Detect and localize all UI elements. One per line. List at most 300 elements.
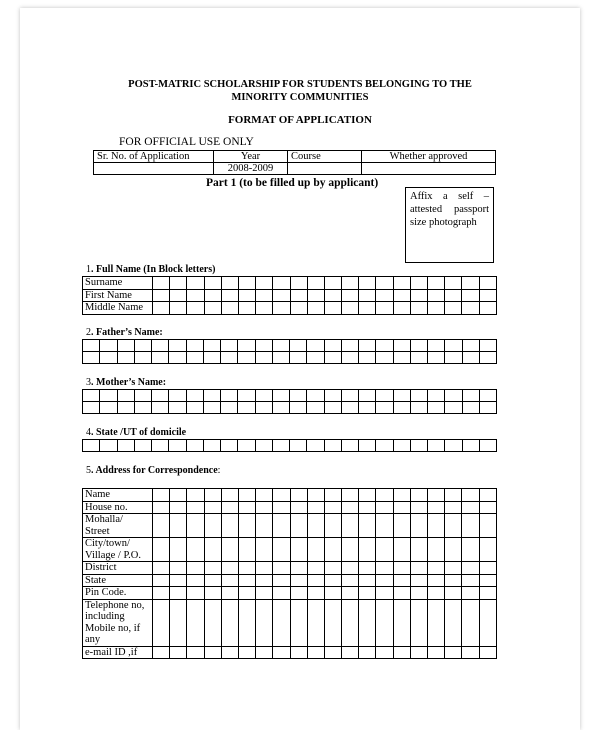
char-box[interactable] — [342, 562, 359, 575]
char-box[interactable] — [428, 646, 445, 659]
char-box[interactable] — [221, 352, 238, 364]
char-box[interactable] — [428, 340, 445, 352]
char-box[interactable] — [462, 340, 479, 352]
char-box[interactable] — [134, 352, 151, 364]
char-box[interactable] — [204, 646, 221, 659]
char-box[interactable] — [479, 302, 496, 315]
char-box[interactable] — [221, 562, 238, 575]
char-box[interactable] — [341, 440, 358, 452]
char-box[interactable] — [153, 538, 170, 562]
char-box[interactable] — [307, 514, 324, 538]
char-box[interactable] — [462, 587, 479, 600]
char-box[interactable] — [479, 277, 496, 290]
char-box[interactable] — [273, 489, 290, 502]
char-box[interactable] — [273, 587, 290, 600]
char-box[interactable] — [376, 574, 393, 587]
char-box[interactable] — [428, 352, 445, 364]
char-box[interactable] — [187, 574, 204, 587]
char-box[interactable] — [324, 489, 341, 502]
char-box[interactable] — [255, 340, 272, 352]
char-box[interactable] — [324, 402, 341, 414]
char-box[interactable] — [410, 514, 427, 538]
char-box[interactable] — [479, 587, 496, 600]
char-box[interactable] — [341, 352, 358, 364]
char-box[interactable] — [376, 599, 393, 646]
char-box[interactable] — [203, 352, 220, 364]
char-box[interactable] — [221, 646, 238, 659]
char-box[interactable] — [462, 489, 479, 502]
char-box[interactable] — [238, 538, 255, 562]
char-box[interactable] — [462, 277, 479, 290]
char-box[interactable] — [342, 489, 359, 502]
char-box[interactable] — [445, 277, 462, 290]
char-box[interactable] — [290, 440, 307, 452]
char-box[interactable] — [445, 587, 462, 600]
char-box[interactable] — [324, 574, 341, 587]
char-box[interactable] — [376, 302, 393, 315]
char-box[interactable] — [153, 646, 170, 659]
char-box[interactable] — [307, 289, 324, 302]
char-box[interactable] — [342, 538, 359, 562]
char-box[interactable] — [100, 352, 117, 364]
char-box[interactable] — [376, 538, 393, 562]
char-box[interactable] — [256, 501, 273, 514]
char-box[interactable] — [170, 599, 187, 646]
char-box[interactable] — [272, 390, 289, 402]
char-box[interactable] — [153, 599, 170, 646]
char-box[interactable] — [393, 390, 410, 402]
char-box[interactable] — [479, 340, 496, 352]
char-box[interactable] — [324, 646, 341, 659]
char-box[interactable] — [255, 352, 272, 364]
char-box[interactable] — [462, 574, 479, 587]
char-box[interactable] — [342, 599, 359, 646]
char-box[interactable] — [428, 390, 445, 402]
char-box[interactable] — [359, 538, 376, 562]
char-box[interactable] — [462, 599, 479, 646]
char-box[interactable] — [256, 277, 273, 290]
char-box[interactable] — [170, 501, 187, 514]
char-box[interactable] — [393, 599, 410, 646]
char-box[interactable] — [290, 352, 307, 364]
char-box[interactable] — [204, 501, 221, 514]
char-box[interactable] — [410, 574, 427, 587]
char-box[interactable] — [359, 501, 376, 514]
char-box[interactable] — [445, 599, 462, 646]
char-box[interactable] — [359, 587, 376, 600]
char-box[interactable] — [410, 562, 427, 575]
char-box[interactable] — [359, 646, 376, 659]
char-box[interactable] — [221, 501, 238, 514]
char-box[interactable] — [342, 501, 359, 514]
char-box[interactable] — [187, 277, 204, 290]
char-box[interactable] — [462, 562, 479, 575]
char-box[interactable] — [428, 289, 445, 302]
char-box[interactable] — [479, 352, 496, 364]
char-box[interactable] — [479, 501, 496, 514]
char-box[interactable] — [204, 514, 221, 538]
char-box[interactable] — [255, 402, 272, 414]
char-box[interactable] — [134, 390, 151, 402]
char-box[interactable] — [376, 277, 393, 290]
char-box[interactable] — [410, 302, 427, 315]
char-box[interactable] — [290, 646, 307, 659]
char-box[interactable] — [342, 646, 359, 659]
char-box[interactable] — [221, 402, 238, 414]
char-box[interactable] — [462, 352, 479, 364]
char-box[interactable] — [153, 489, 170, 502]
char-box[interactable] — [256, 646, 273, 659]
char-box[interactable] — [342, 574, 359, 587]
char-box[interactable] — [238, 440, 255, 452]
char-box[interactable] — [153, 501, 170, 514]
char-box[interactable] — [256, 302, 273, 315]
char-box[interactable] — [479, 514, 496, 538]
char-box[interactable] — [204, 302, 221, 315]
char-box[interactable] — [256, 514, 273, 538]
char-box[interactable] — [445, 352, 462, 364]
char-box[interactable] — [410, 390, 427, 402]
char-box[interactable] — [203, 390, 220, 402]
char-box[interactable] — [134, 440, 151, 452]
char-box[interactable] — [393, 587, 410, 600]
char-box[interactable] — [117, 440, 134, 452]
char-box[interactable] — [238, 562, 255, 575]
char-box[interactable] — [153, 514, 170, 538]
char-box[interactable] — [152, 352, 169, 364]
char-box[interactable] — [376, 514, 393, 538]
char-box[interactable] — [169, 402, 186, 414]
char-box[interactable] — [187, 599, 204, 646]
char-box[interactable] — [290, 514, 307, 538]
char-box[interactable] — [100, 440, 117, 452]
char-box[interactable] — [117, 352, 134, 364]
char-box[interactable] — [187, 538, 204, 562]
char-box[interactable] — [307, 646, 324, 659]
char-box[interactable] — [204, 599, 221, 646]
char-box[interactable] — [445, 646, 462, 659]
char-box[interactable] — [307, 402, 324, 414]
char-box[interactable] — [238, 390, 255, 402]
char-box[interactable] — [479, 599, 496, 646]
char-box[interactable] — [307, 277, 324, 290]
char-box[interactable] — [204, 587, 221, 600]
char-box[interactable] — [359, 302, 376, 315]
char-box[interactable] — [462, 501, 479, 514]
char-box[interactable] — [170, 302, 187, 315]
char-box[interactable] — [324, 501, 341, 514]
char-box[interactable] — [290, 289, 307, 302]
char-box[interactable] — [117, 390, 134, 402]
char-box[interactable] — [307, 489, 324, 502]
char-box[interactable] — [428, 302, 445, 315]
char-box[interactable] — [152, 402, 169, 414]
char-box[interactable] — [359, 599, 376, 646]
char-box[interactable] — [307, 302, 324, 315]
char-box[interactable] — [307, 599, 324, 646]
char-box[interactable] — [221, 340, 238, 352]
char-box[interactable] — [428, 599, 445, 646]
char-box[interactable] — [238, 501, 255, 514]
char-box[interactable] — [272, 340, 289, 352]
char-box[interactable] — [221, 587, 238, 600]
char-box[interactable] — [170, 289, 187, 302]
char-box[interactable] — [238, 402, 255, 414]
char-box[interactable] — [376, 390, 393, 402]
char-box[interactable] — [342, 514, 359, 538]
char-box[interactable] — [83, 352, 100, 364]
char-box[interactable] — [290, 574, 307, 587]
char-box[interactable] — [256, 289, 273, 302]
char-box[interactable] — [376, 587, 393, 600]
char-box[interactable] — [134, 402, 151, 414]
char-box[interactable] — [393, 646, 410, 659]
char-box[interactable] — [169, 340, 186, 352]
char-box[interactable] — [186, 440, 203, 452]
char-box[interactable] — [359, 352, 376, 364]
char-box[interactable] — [83, 402, 100, 414]
char-box[interactable] — [221, 599, 238, 646]
char-box[interactable] — [238, 302, 255, 315]
char-box[interactable] — [376, 440, 393, 452]
char-box[interactable] — [324, 340, 341, 352]
char-box[interactable] — [290, 340, 307, 352]
char-box[interactable] — [272, 440, 289, 452]
char-box[interactable] — [428, 440, 445, 452]
char-box[interactable] — [238, 599, 255, 646]
char-box[interactable] — [170, 538, 187, 562]
char-box[interactable] — [256, 562, 273, 575]
char-box[interactable] — [359, 340, 376, 352]
char-box[interactable] — [117, 340, 134, 352]
char-box[interactable] — [204, 289, 221, 302]
char-box[interactable] — [152, 340, 169, 352]
char-box[interactable] — [462, 440, 479, 452]
char-box[interactable] — [273, 538, 290, 562]
char-box[interactable] — [273, 646, 290, 659]
char-box[interactable] — [324, 538, 341, 562]
course-cell[interactable] — [288, 163, 362, 175]
char-box[interactable] — [100, 402, 117, 414]
char-box[interactable] — [462, 289, 479, 302]
char-box[interactable] — [221, 289, 238, 302]
char-box[interactable] — [410, 277, 427, 290]
char-box[interactable] — [273, 501, 290, 514]
char-box[interactable] — [410, 646, 427, 659]
char-box[interactable] — [255, 440, 272, 452]
char-box[interactable] — [221, 302, 238, 315]
char-box[interactable] — [393, 440, 410, 452]
char-box[interactable] — [290, 277, 307, 290]
char-box[interactable] — [393, 352, 410, 364]
char-box[interactable] — [479, 489, 496, 502]
char-box[interactable] — [170, 574, 187, 587]
char-box[interactable] — [342, 302, 359, 315]
char-box[interactable] — [393, 289, 410, 302]
char-box[interactable] — [359, 562, 376, 575]
char-box[interactable] — [462, 646, 479, 659]
char-box[interactable] — [428, 501, 445, 514]
char-box[interactable] — [393, 277, 410, 290]
char-box[interactable] — [187, 646, 204, 659]
char-box[interactable] — [169, 352, 186, 364]
char-box[interactable] — [170, 587, 187, 600]
char-box[interactable] — [100, 340, 117, 352]
char-box[interactable] — [428, 514, 445, 538]
char-box[interactable] — [186, 352, 203, 364]
char-box[interactable] — [204, 538, 221, 562]
char-box[interactable] — [307, 390, 324, 402]
char-box[interactable] — [290, 562, 307, 575]
char-box[interactable] — [221, 489, 238, 502]
char-box[interactable] — [170, 646, 187, 659]
char-box[interactable] — [238, 352, 255, 364]
char-box[interactable] — [324, 514, 341, 538]
char-box[interactable] — [170, 489, 187, 502]
char-box[interactable] — [153, 289, 170, 302]
char-box[interactable] — [445, 302, 462, 315]
char-box[interactable] — [272, 402, 289, 414]
char-box[interactable] — [359, 390, 376, 402]
char-box[interactable] — [273, 562, 290, 575]
char-box[interactable] — [290, 587, 307, 600]
char-box[interactable] — [410, 587, 427, 600]
char-box[interactable] — [393, 574, 410, 587]
char-box[interactable] — [186, 340, 203, 352]
char-box[interactable] — [376, 489, 393, 502]
char-box[interactable] — [187, 489, 204, 502]
char-box[interactable] — [341, 340, 358, 352]
char-box[interactable] — [410, 489, 427, 502]
char-box[interactable] — [187, 289, 204, 302]
char-box[interactable] — [479, 390, 496, 402]
char-box[interactable] — [187, 587, 204, 600]
char-box[interactable] — [100, 390, 117, 402]
char-box[interactable] — [341, 390, 358, 402]
char-box[interactable] — [462, 302, 479, 315]
char-box[interactable] — [272, 352, 289, 364]
char-box[interactable] — [359, 489, 376, 502]
char-box[interactable] — [290, 599, 307, 646]
char-box[interactable] — [410, 340, 427, 352]
char-box[interactable] — [238, 587, 255, 600]
char-box[interactable] — [273, 574, 290, 587]
char-box[interactable] — [83, 440, 100, 452]
char-box[interactable] — [255, 390, 272, 402]
char-box[interactable] — [153, 574, 170, 587]
char-box[interactable] — [83, 390, 100, 402]
char-box[interactable] — [153, 562, 170, 575]
char-box[interactable] — [479, 402, 496, 414]
char-box[interactable] — [153, 302, 170, 315]
char-box[interactable] — [479, 646, 496, 659]
char-box[interactable] — [204, 562, 221, 575]
char-box[interactable] — [238, 277, 255, 290]
char-box[interactable] — [170, 277, 187, 290]
char-box[interactable] — [410, 402, 427, 414]
char-box[interactable] — [428, 587, 445, 600]
char-box[interactable] — [187, 501, 204, 514]
char-box[interactable] — [428, 277, 445, 290]
char-box[interactable] — [359, 574, 376, 587]
char-box[interactable] — [307, 538, 324, 562]
char-box[interactable] — [445, 574, 462, 587]
char-box[interactable] — [273, 302, 290, 315]
char-box[interactable] — [186, 402, 203, 414]
char-box[interactable] — [359, 440, 376, 452]
char-box[interactable] — [393, 402, 410, 414]
char-box[interactable] — [445, 514, 462, 538]
char-box[interactable] — [273, 277, 290, 290]
char-box[interactable] — [376, 340, 393, 352]
char-box[interactable] — [410, 599, 427, 646]
char-box[interactable] — [324, 277, 341, 290]
char-box[interactable] — [290, 390, 307, 402]
char-box[interactable] — [428, 574, 445, 587]
char-box[interactable] — [187, 302, 204, 315]
char-box[interactable] — [462, 538, 479, 562]
char-box[interactable] — [290, 501, 307, 514]
char-box[interactable] — [307, 562, 324, 575]
char-box[interactable] — [238, 514, 255, 538]
char-box[interactable] — [221, 514, 238, 538]
char-box[interactable] — [393, 538, 410, 562]
char-box[interactable] — [186, 390, 203, 402]
char-box[interactable] — [428, 562, 445, 575]
char-box[interactable] — [307, 574, 324, 587]
char-box[interactable] — [256, 599, 273, 646]
char-box[interactable] — [238, 489, 255, 502]
char-box[interactable] — [221, 538, 238, 562]
char-box[interactable] — [376, 562, 393, 575]
char-box[interactable] — [445, 501, 462, 514]
char-box[interactable] — [462, 402, 479, 414]
char-box[interactable] — [428, 489, 445, 502]
char-box[interactable] — [273, 289, 290, 302]
char-box[interactable] — [324, 562, 341, 575]
approved-cell[interactable] — [362, 163, 496, 175]
char-box[interactable] — [342, 289, 359, 302]
char-box[interactable] — [307, 501, 324, 514]
char-box[interactable] — [359, 514, 376, 538]
char-box[interactable] — [428, 402, 445, 414]
char-box[interactable] — [273, 599, 290, 646]
char-box[interactable] — [428, 538, 445, 562]
char-box[interactable] — [410, 352, 427, 364]
char-box[interactable] — [393, 562, 410, 575]
char-box[interactable] — [445, 489, 462, 502]
char-box[interactable] — [187, 514, 204, 538]
char-box[interactable] — [445, 402, 462, 414]
char-box[interactable] — [307, 440, 324, 452]
char-box[interactable] — [134, 340, 151, 352]
char-box[interactable] — [221, 277, 238, 290]
char-box[interactable] — [410, 289, 427, 302]
char-box[interactable] — [204, 574, 221, 587]
char-box[interactable] — [393, 340, 410, 352]
char-box[interactable] — [153, 277, 170, 290]
char-box[interactable] — [445, 289, 462, 302]
char-box[interactable] — [290, 489, 307, 502]
char-box[interactable] — [410, 440, 427, 452]
char-box[interactable] — [324, 302, 341, 315]
char-box[interactable] — [445, 390, 462, 402]
char-box[interactable] — [324, 587, 341, 600]
char-box[interactable] — [342, 587, 359, 600]
char-box[interactable] — [307, 340, 324, 352]
char-box[interactable] — [445, 562, 462, 575]
char-box[interactable] — [152, 390, 169, 402]
